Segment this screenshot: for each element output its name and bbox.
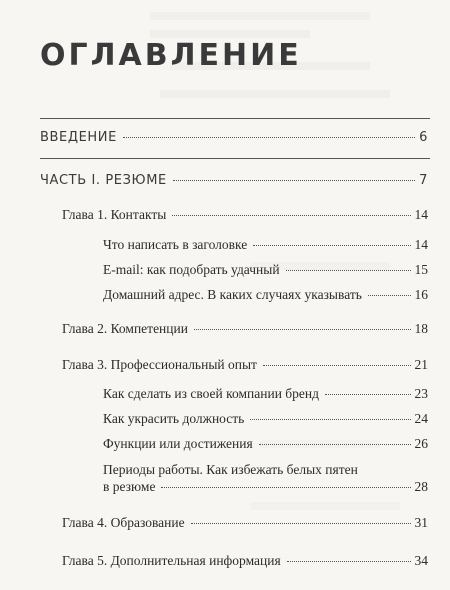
toc-entry-subsection[interactable]: [103, 386, 428, 402]
toc-entry-part-1[interactable]: [40, 173, 428, 188]
page-title: ОГЛАВЛЕНИЕ: [40, 38, 302, 73]
toc-entry-label: Глава 3. Профессиональный опыт: [62, 357, 257, 372]
toc-entry-subsection[interactable]: [103, 287, 428, 303]
toc-entry-subsection[interactable]: [103, 237, 428, 253]
toc-entry-label: Глава 2. Компетенции: [62, 321, 188, 336]
leader-dots: [287, 561, 411, 562]
toc-entry-page: 26: [414, 436, 428, 451]
toc-entry-introduction[interactable]: [40, 130, 428, 145]
toc-entry-page: 31: [414, 515, 428, 530]
toc-entry-page: 18: [414, 321, 428, 336]
toc-entry-label: E-mail: как подобрать удачный: [103, 262, 280, 277]
toc-entry-label: Глава 1. Контакты: [62, 207, 167, 222]
toc-entry-page: 6: [419, 130, 428, 145]
leader-dots: [325, 394, 410, 395]
toc-entry-label: Функции или достижения: [103, 436, 253, 451]
leader-dots: [368, 295, 411, 296]
toc-entry-subsection-multiline[interactable]: [103, 462, 428, 495]
leader-dots: [194, 329, 411, 330]
toc-entry-label-line1: Периоды работы. Как избежать белых пятен: [103, 462, 358, 477]
toc-entry-page: 34: [414, 553, 428, 568]
toc-entry-label: ЧАСТЬ I. РЕЗЮМЕ: [40, 173, 167, 188]
toc-entry-page: 7: [419, 173, 428, 188]
toc-entry-page: 14: [414, 207, 428, 222]
toc-entry-page: 28: [414, 479, 428, 494]
leader-dots: [259, 444, 411, 445]
toc-entry-label: Глава 5. Дополнительная информация: [62, 553, 281, 568]
leader-dots: [173, 180, 415, 181]
leader-dots: [191, 523, 411, 524]
toc-entry-chapter-5[interactable]: [62, 553, 428, 569]
toc-entry-chapter-1[interactable]: [62, 207, 428, 223]
toc-entry-line2: [103, 479, 428, 495]
toc-entry-subsection[interactable]: [103, 411, 428, 427]
toc-entry-page: 21: [414, 357, 428, 372]
toc-entry-page: 15: [414, 262, 428, 277]
toc-entry-page: 24: [414, 411, 428, 426]
leader-dots: [253, 245, 410, 246]
toc-entry-label: ВВЕДЕНИЕ: [40, 130, 117, 145]
leader-dots: [172, 215, 410, 216]
toc-entry-page: 23: [414, 386, 428, 401]
toc-entry-chapter-2[interactable]: [62, 321, 428, 337]
toc-entry-page: 16: [414, 287, 428, 302]
toc-entry-page: 14: [414, 237, 428, 252]
leader-dots: [123, 137, 415, 138]
leader-dots: [286, 270, 411, 271]
toc-entry-label: Домашний адрес. В каких случаях указывать: [103, 287, 362, 302]
toc-entry-subsection[interactable]: [103, 436, 428, 452]
toc-entry-label: Что написать в заголовке: [103, 237, 248, 252]
section-rule: [40, 158, 430, 159]
leader-dots: [161, 487, 410, 488]
toc-entry-chapter-3[interactable]: [62, 357, 428, 373]
toc-entry-chapter-4[interactable]: [62, 515, 428, 531]
leader-dots: [250, 419, 410, 420]
toc-entry-label: Глава 4. Образование: [62, 515, 185, 530]
toc-entry-label-line2: в резюме: [103, 479, 156, 494]
toc-entry-subsection[interactable]: [103, 262, 428, 278]
heading-rule: [40, 118, 430, 119]
leader-dots: [263, 365, 411, 366]
toc-entry-label: Как сделать из своей компании бренд: [103, 386, 320, 401]
toc-entry-label: Как украсить должность: [103, 411, 245, 426]
